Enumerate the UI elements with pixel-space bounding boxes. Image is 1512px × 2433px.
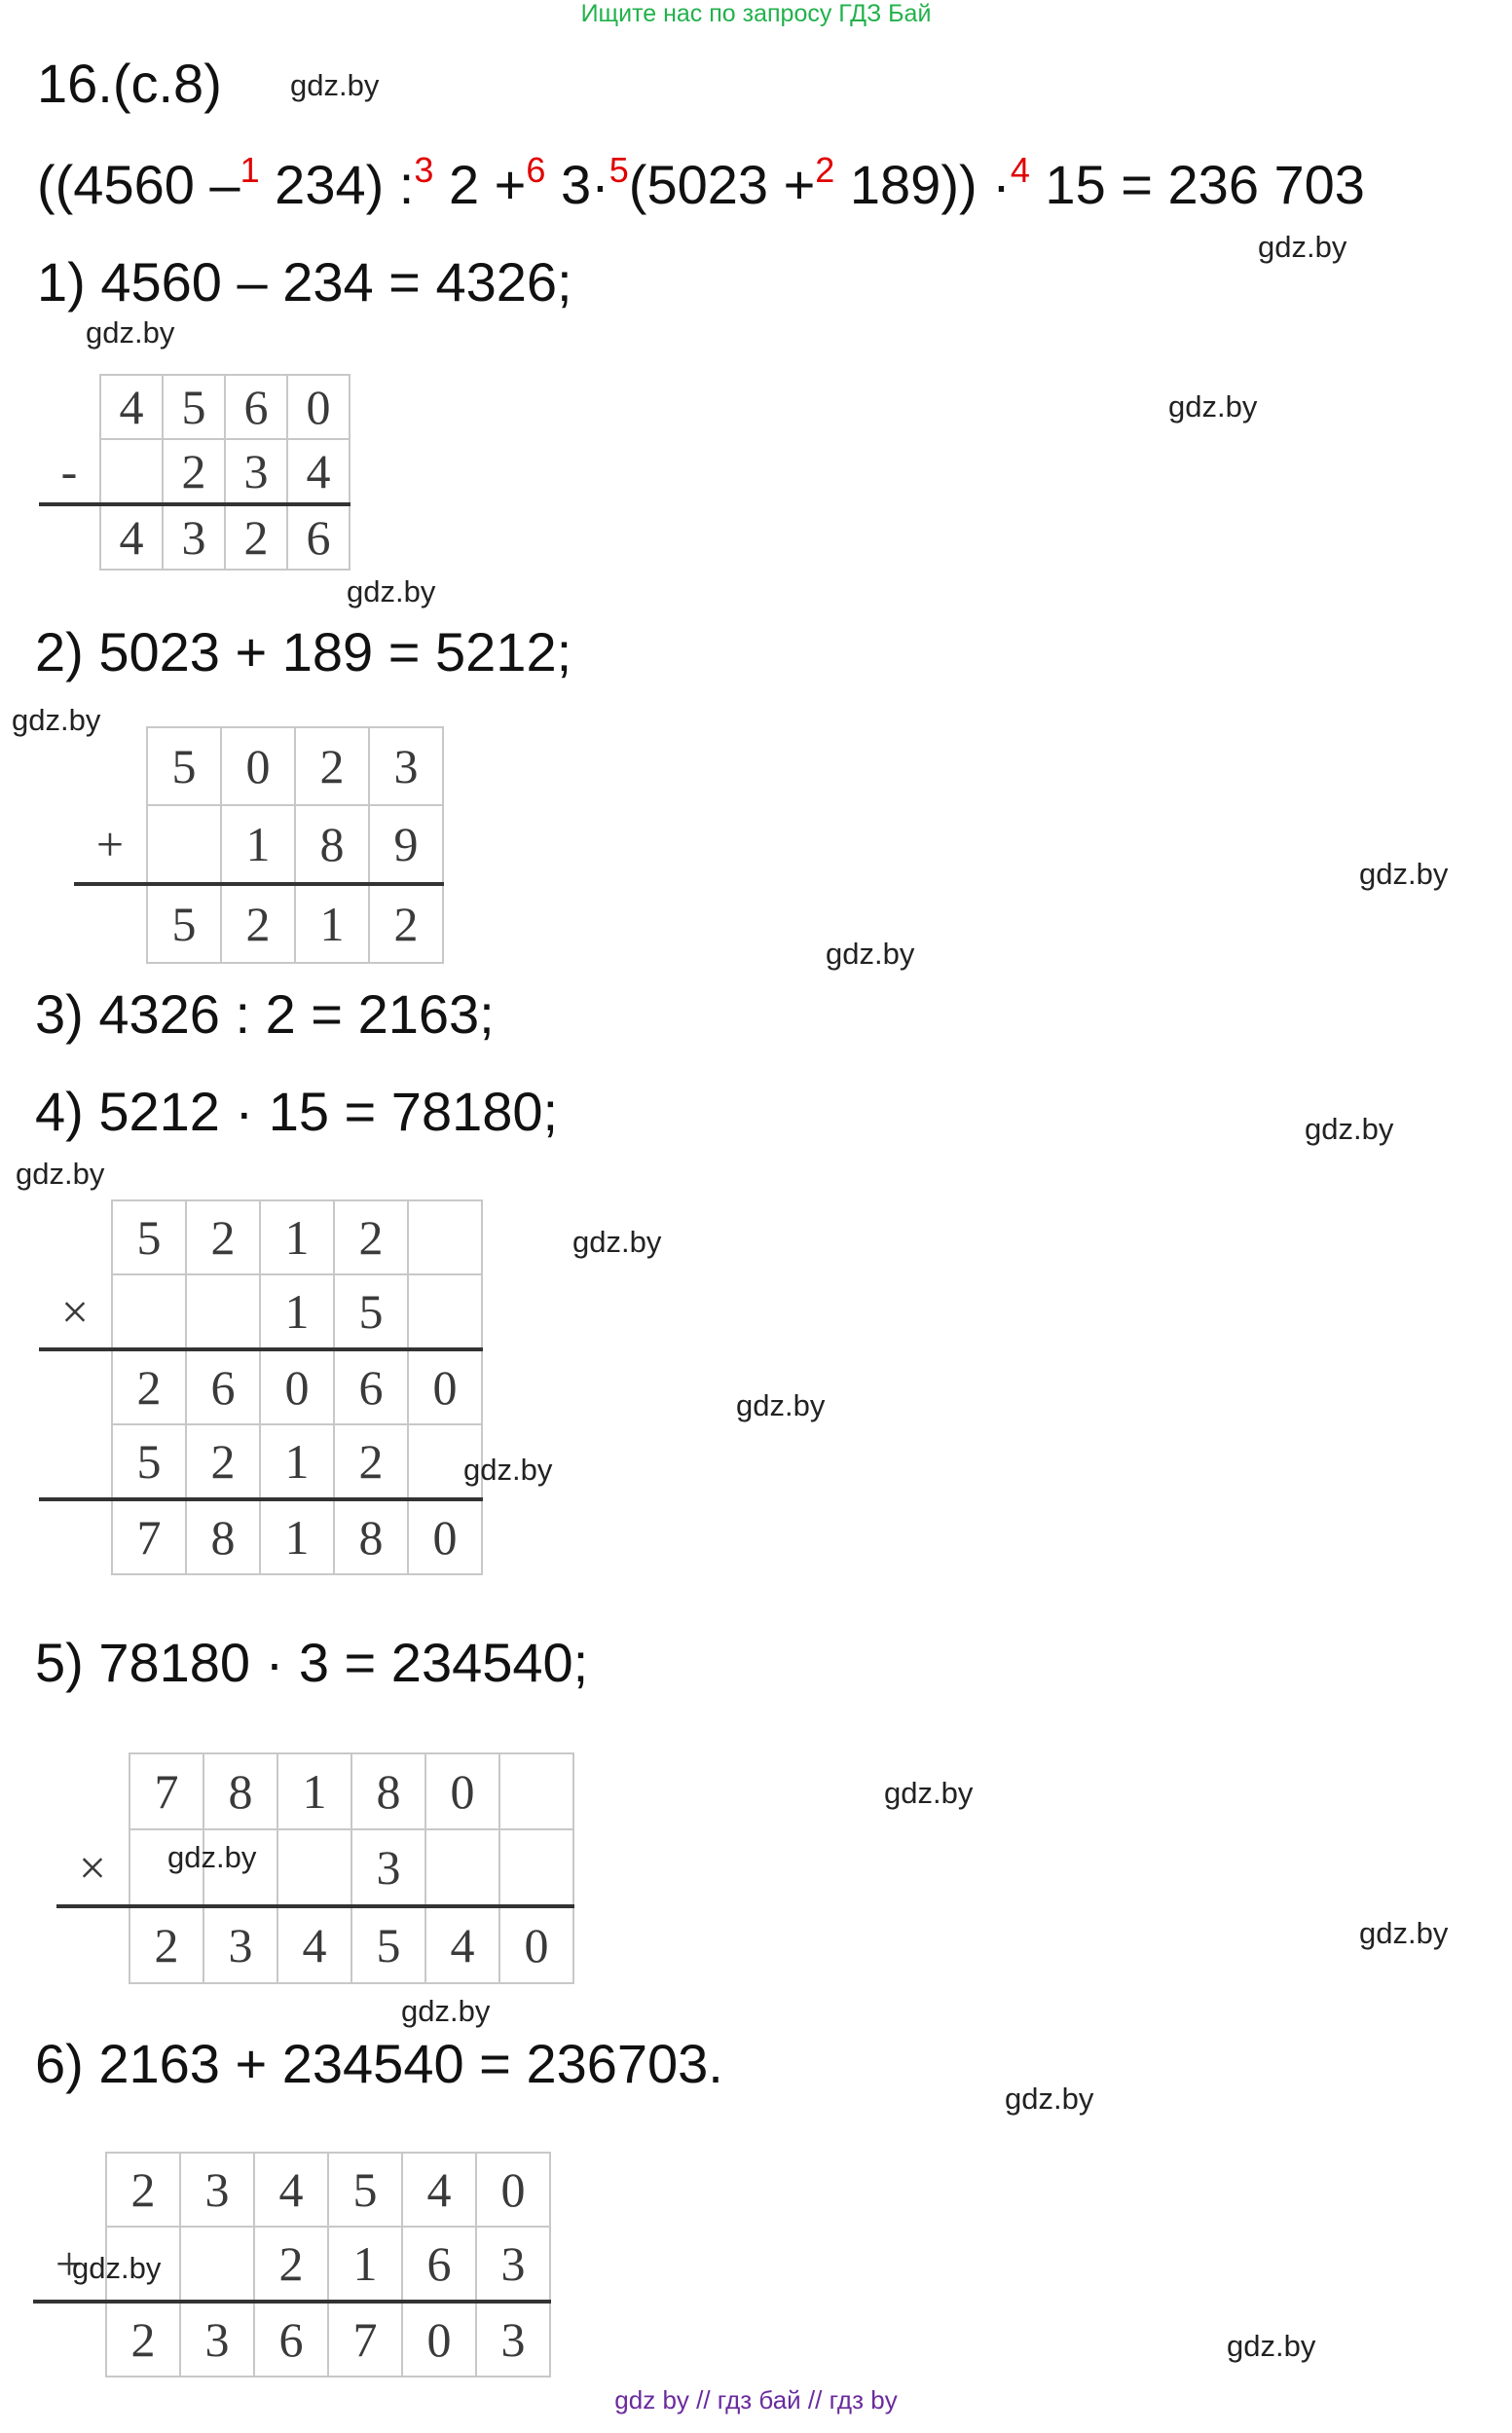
addition-grid-step-2 [74,726,444,964]
digit-cell: 2 [295,727,369,805]
watermark: gdz.by [16,1157,105,1191]
digit-cell: 0 [499,1906,573,1983]
subtraction-grid [39,374,350,571]
digit-cell: 6 [225,375,287,439]
watermark: gdz.by [290,68,380,102]
digit-cell: 4 [287,439,350,504]
digit-cell: 1 [328,2227,402,2302]
digit-cell: 6 [287,504,350,570]
digit-cell: 2 [106,2153,180,2227]
digit-cell: 2 [106,2302,180,2377]
watermark: gdz.by [401,1994,491,2028]
digit-cell [180,2227,254,2302]
digit-cell: 3 [163,504,225,570]
calc-row [39,375,350,439]
operator-cell [56,1906,129,1983]
operator-cell [39,1424,112,1499]
digit-cell: 5 [112,1424,186,1499]
digit-cell: 8 [203,1753,277,1829]
digit-cell: 3 [369,727,443,805]
expr-part: 3· [545,154,609,215]
digit-cell: 0 [287,375,350,439]
watermark: gdz.by [347,574,436,608]
digit-cell: 1 [260,1424,334,1499]
task-title: 16.(с.8) [37,53,222,114]
digit-cell: 3 [180,2302,254,2377]
digit-cell: 2 [186,1424,260,1499]
calc-row [56,1906,573,1983]
expr-part: ((4560 – [37,154,240,215]
operator-cell [33,2153,106,2227]
digit-cell: 2 [112,1349,186,1424]
watermark: gdz.by [572,1225,662,1259]
operator-cell: × [39,1274,112,1349]
digit-cell: 8 [186,1499,260,1574]
digit-cell: 0 [402,2302,476,2377]
digit-cell: 0 [260,1349,334,1424]
order-mark: 6 [526,150,546,190]
digit-cell: 0 [221,727,295,805]
watermark: gdz.by [1227,2329,1316,2363]
step-1: 1) 4560 – 234 = 4326; [37,251,572,313]
digit-cell: 2 [221,884,295,963]
calc-row [39,1200,482,1274]
digit-cell [112,1274,186,1349]
watermark: gdz.by [1359,1916,1449,1950]
digit-cell: 1 [295,884,369,963]
digit-cell: 1 [277,1753,351,1829]
digit-cell: 4 [277,1906,351,1983]
digit-cell [147,805,221,884]
watermark: gdz.by [167,1840,257,1874]
operator-cell [39,504,100,570]
step-2: 2) 5023 + 189 = 5212; [35,621,572,682]
calc-row [56,1753,573,1829]
digit-cell: 8 [351,1753,425,1829]
operator-cell [39,1499,112,1574]
operator-cell [39,1349,112,1424]
digit-cell: 2 [254,2227,328,2302]
digit-cell: 2 [334,1424,408,1499]
digit-cell: 3 [351,1829,425,1906]
calc-row [56,1829,573,1906]
calc-row [74,884,443,963]
watermark: gdz.by [826,937,915,971]
digit-cell: 2 [225,504,287,570]
operator-cell: + [74,805,147,884]
digit-cell: 5 [147,884,221,963]
digit-cell: 3 [180,2153,254,2227]
footer-links: gdz by // гдз бай // гдз by [614,2385,898,2415]
digit-cell: 7 [129,1753,203,1829]
watermark: gdz.by [1359,857,1449,891]
calc-row [39,1499,482,1574]
digit-cell: 2 [334,1200,408,1274]
digit-cell: 3 [476,2302,550,2377]
operator-cell: × [56,1829,129,1906]
digit-cell: 7 [112,1499,186,1574]
step-4: 4) 5212 · 15 = 78180; [35,1081,559,1142]
digit-cell: 5 [163,375,225,439]
digit-cell: 0 [425,1753,499,1829]
calc-row [74,727,443,805]
calc-row [39,1274,482,1349]
digit-cell: 1 [260,1200,334,1274]
calc-row [33,2302,550,2377]
digit-cell: 5 [147,727,221,805]
digit-cell: 3 [225,439,287,504]
calc-row [33,2153,550,2227]
operator-cell: + [33,2227,106,2302]
digit-cell: 1 [260,1274,334,1349]
digit-cell [277,1829,351,1906]
digit-cell: 5 [112,1200,186,1274]
digit-cell: 9 [369,805,443,884]
order-mark: 1 [240,150,260,190]
digit-cell: 2 [369,884,443,963]
digit-cell: 6 [402,2227,476,2302]
digit-cell: 4 [100,504,163,570]
calc-row [39,1424,482,1499]
watermark: gdz.by [736,1388,826,1422]
digit-cell: 8 [295,805,369,884]
digit-cell [425,1829,499,1906]
expr-part: 189)) · [834,154,1011,215]
digit-cell: 4 [100,375,163,439]
operator-cell [56,1753,129,1829]
operator-cell [74,884,147,963]
digit-cell: 1 [260,1499,334,1574]
step-3: 3) 4326 : 2 = 2163; [35,983,495,1045]
digit-cell [499,1829,573,1906]
digit-cell: 1 [221,805,295,884]
digit-cell: 2 [163,439,225,504]
digit-cell: 8 [334,1499,408,1574]
operator-cell [74,727,147,805]
watermark: gdz.by [1005,2082,1094,2116]
watermark: gdz.by [463,1453,553,1487]
expr-part: 15 = 236 703 [1029,154,1365,215]
expr-part: 234) : [259,154,415,215]
watermark: gdz.by [72,2251,162,2285]
order-mark: 4 [1010,150,1030,190]
digit-cell: 0 [408,1349,482,1424]
watermark: gdz.by [12,703,101,737]
step-6: 6) 2163 + 234540 = 236703. [35,2033,723,2094]
digit-cell: 7 [328,2302,402,2377]
operator-cell [39,375,100,439]
multiplication-grid-step-4 [39,1199,483,1575]
expr-part: (5023 + [628,154,816,215]
digit-cell: 3 [476,2227,550,2302]
watermark: gdz.by [1305,1112,1394,1146]
digit-cell: 3 [203,1906,277,1983]
watermark: gdz.by [1168,389,1258,424]
calc-row [39,439,350,504]
operator-cell: - [39,439,100,504]
expr-part: 2 + [433,154,527,215]
main-expression [37,150,1365,223]
digit-cell: 2 [129,1906,203,1983]
digit-cell: 6 [186,1349,260,1424]
digit-cell: 0 [408,1499,482,1574]
calc-row [39,1349,482,1424]
digit-cell [100,439,163,504]
digit-cell: 0 [476,2153,550,2227]
watermark: gdz.by [86,315,175,350]
calc-row [74,805,443,884]
order-mark: 2 [815,150,835,190]
step-5: 5) 78180 · 3 = 234540; [35,1632,589,1693]
watermark: gdz.by [1258,230,1347,264]
calc-row [39,504,350,570]
operator-cell [39,1200,112,1274]
digit-cell: 5 [334,1274,408,1349]
order-mark: 5 [608,150,629,190]
digit-cell [408,1274,482,1349]
multiplication-grid-step-5 [56,1752,574,1984]
digit-cell: 6 [254,2302,328,2377]
digit-cell [186,1274,260,1349]
digit-cell: 5 [351,1906,425,1983]
digit-cell: 4 [254,2153,328,2227]
digit-cell: 4 [402,2153,476,2227]
digit-cell: 6 [334,1349,408,1424]
digit-cell: 2 [186,1200,260,1274]
operator-cell [33,2302,106,2377]
watermark: gdz.by [884,1776,974,1810]
digit-cell: 5 [328,2153,402,2227]
order-mark: 3 [414,150,434,190]
digit-cell [408,1200,482,1274]
promo-header: Ищите нас по запросу ГДЗ Бай [580,0,932,27]
digit-cell: 4 [425,1906,499,1983]
digit-cell [499,1753,573,1829]
